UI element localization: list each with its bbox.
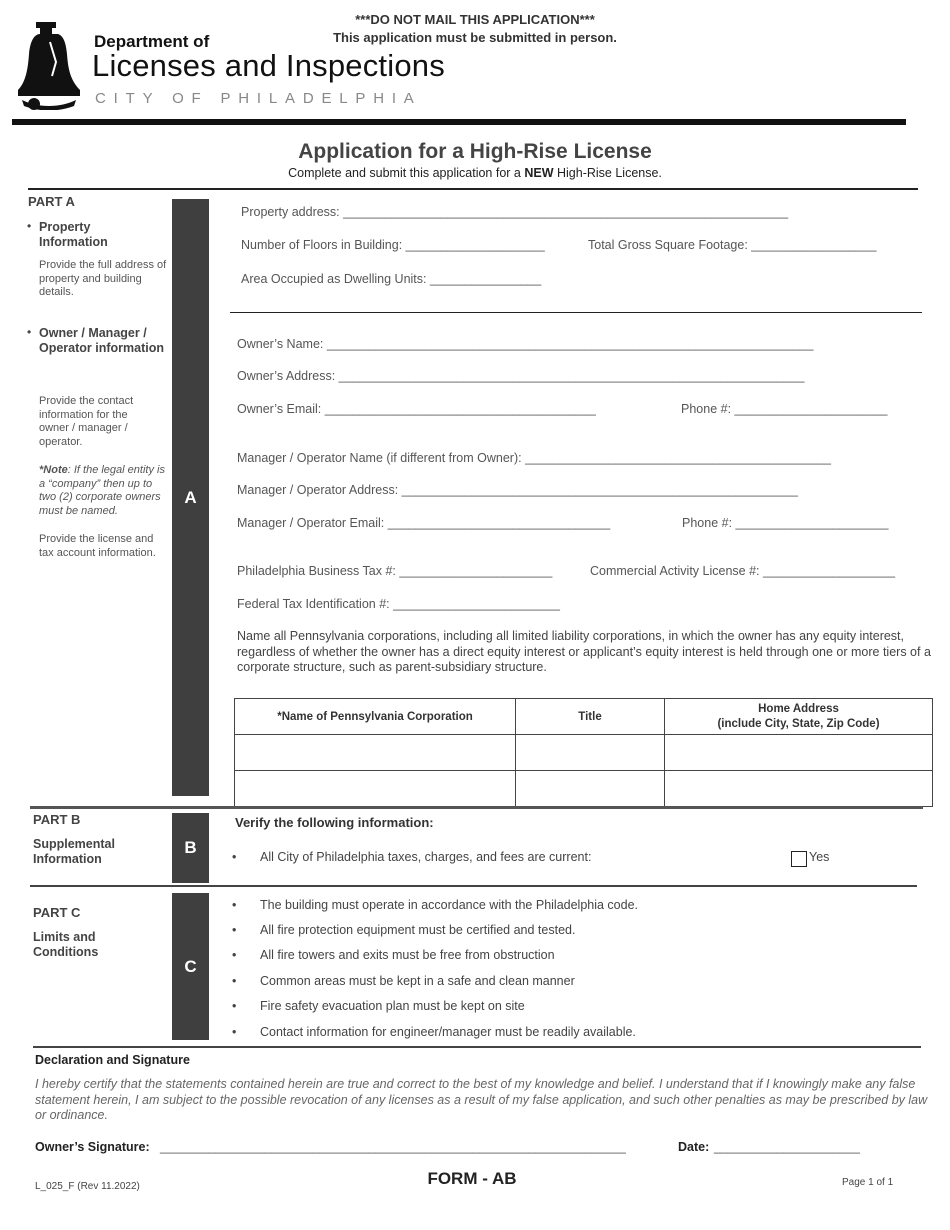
yes-checkbox[interactable] (791, 851, 807, 867)
corp-name-header: *Name of Pennsylvania Corporation (235, 699, 516, 735)
property-address-field[interactable]: Property address: ________________________________________________________________ (241, 205, 789, 219)
signature-label: Owner’s Signature: (35, 1140, 150, 1154)
part-b-item (232, 850, 591, 864)
cal-license-field[interactable]: Commercial Activity License #: ___________________ (590, 564, 896, 578)
subtitle-pre: Complete and submit this application for a (288, 166, 525, 180)
floors-field[interactable]: Number of Floors in Building: ____________________ (241, 238, 545, 252)
dept-big: Licenses and Inspections (92, 48, 445, 83)
list-item (232, 923, 575, 937)
title-rule (28, 188, 918, 190)
list-item (232, 898, 638, 912)
bullet-icon: • (232, 923, 237, 937)
part-c-side-title: Limits and Conditions (33, 930, 99, 959)
table-cell[interactable] (665, 735, 933, 771)
part-b-side-title: Supplemental Information (33, 837, 115, 866)
title-header: Title (516, 699, 665, 735)
date-label: Date: (678, 1140, 710, 1154)
header-rule (12, 119, 906, 125)
corp-paragraph: Name all Pennsylvania corporations, including all limited liability corporations, in which the owner has any equity interest, regardless of whether the owner has a direct equity interest or applicant’s equity interest is held through one or more tiers of a corporate structure, such as parent-subsidiary structure. (237, 629, 931, 674)
side-note (39, 464, 167, 518)
part-a-bar: A (172, 199, 209, 796)
page-subtitle (0, 166, 950, 180)
dept-small: Department of (94, 32, 210, 51)
manager-email-field[interactable]: Manager / Operator Email: ________________________________ (237, 516, 611, 530)
form-name: FORM - AB (427, 1169, 517, 1188)
side-owner-desc: Provide the contact information for the owner / manager / operator. (39, 395, 134, 448)
list-item-text: All fire protection equipment must be certified and tested. (260, 923, 576, 937)
federal-tax-field[interactable]: Federal Tax Identification #: ________________________ (237, 597, 560, 611)
owner-name-field[interactable]: Owner’s Name: ______________________________________________________________________ (237, 337, 814, 351)
owner-phone-field[interactable]: Phone #: ______________________ (681, 402, 888, 416)
part-b-bar: B (172, 813, 209, 883)
declaration-rule (33, 1046, 921, 1048)
list-item (232, 1025, 636, 1039)
list-item-text: Fire safety evacuation plan must be kept on site (260, 999, 525, 1013)
table-row (235, 735, 933, 771)
bullet-icon: • (232, 1025, 237, 1039)
notice-line-1: ***DO NOT MAIL THIS APPLICATION*** (355, 12, 595, 27)
side-property-title: Property Information (39, 220, 108, 249)
page-number: Page 1 of 1 (842, 1177, 894, 1188)
verify-heading: Verify the following information: (235, 815, 434, 830)
dwelling-field[interactable]: Area Occupied as Dwelling Units: ________________ (241, 272, 542, 286)
table-cell[interactable] (665, 771, 933, 807)
declaration-heading: Declaration and Signature (35, 1053, 190, 1067)
notice-line-2: This application must be submitted in person. (333, 30, 617, 45)
corporation-table (234, 698, 933, 807)
signature-field[interactable]: ___________________________________________________________________ (160, 1140, 626, 1154)
bullet-icon: • (232, 948, 237, 962)
subtitle-post: High-Rise License. (553, 166, 662, 180)
business-tax-field[interactable]: Philadelphia Business Tax #: ______________________ (237, 564, 553, 578)
part-c-rule (30, 885, 917, 887)
owner-email-field[interactable]: Owner’s Email: _______________________________________ (237, 402, 596, 416)
list-item-text: Contact information for engineer/manager must be readily available. (260, 1025, 636, 1039)
manager-phone-field[interactable]: Phone #: ______________________ (682, 516, 889, 530)
note-text: : If the legal entity is a “company” then up to two (2) corporate owners must be named. (39, 464, 165, 517)
part-c-bar: C (172, 893, 209, 1040)
gross-sqft-field[interactable]: Total Gross Square Footage: __________________ (588, 238, 877, 252)
side-owner-title: Owner / Manager / Operator information (39, 326, 165, 355)
owner-address-field[interactable]: Owner’s Address: ___________________________________________________________________ (237, 369, 805, 383)
home-address-header-main: Home Address (758, 702, 839, 715)
list-item-text: Common areas must be kept in a safe and clean manner (260, 974, 575, 988)
table-cell[interactable] (516, 735, 665, 771)
bullet-icon: • (232, 898, 237, 912)
form-code: L_025_F (Rev 11.2022) (35, 1181, 140, 1192)
home-address-header-sub: (include City, State, Zip Code) (717, 717, 880, 730)
bullet-icon: • (232, 999, 237, 1013)
list-item (232, 974, 575, 988)
part-c-heading: PART C (33, 905, 81, 920)
subtitle-bold: NEW (524, 166, 554, 180)
table-cell[interactable] (516, 771, 665, 807)
declaration-text: I hereby certify that the statements contained herein are true and correct to the best of my knowledge and belief. I understand that if I knowingly make any false statement herein, I am subject to the possible revocation of any licenses as a result of my false application, and such other penalties as may be prescribed by law or ordinance. (35, 1077, 928, 1122)
manager-name-field[interactable]: Manager / Operator Name (if different from Owner): ____________________________________________ (237, 451, 831, 465)
list-item (232, 999, 525, 1013)
page-title: Application for a High-Rise License (298, 140, 652, 163)
home-address-header (665, 699, 933, 735)
side-property-desc: Provide the full address of property and building details. (39, 259, 167, 298)
dept-city: CITY OF PHILADELPHIA (95, 90, 422, 107)
part-a-heading: PART A (28, 194, 75, 209)
bullet-icon: • (232, 850, 237, 864)
section-rule (230, 312, 922, 313)
part-b-item-text: All City of Philadelphia taxes, charges, and fees are current: (260, 850, 592, 864)
part-b-rule (30, 806, 923, 809)
date-field[interactable]: _____________________ (714, 1140, 860, 1154)
bullet-icon: • (232, 974, 237, 988)
note-label: *Note (39, 464, 68, 476)
bullet-icon: • (27, 219, 32, 233)
bullet-icon: • (27, 325, 32, 339)
table-cell[interactable] (235, 735, 516, 771)
side-license-desc: Provide the license and tax account information. (39, 533, 156, 559)
manager-address-field[interactable]: Manager / Operator Address: _________________________________________________________ (237, 483, 798, 497)
table-cell[interactable] (235, 771, 516, 807)
part-b-heading: PART B (33, 812, 81, 827)
table-header-row (235, 699, 933, 735)
table-row (235, 771, 933, 807)
list-item-text: All fire towers and exits must be free from obstruction (260, 948, 555, 962)
list-item (232, 948, 555, 962)
list-item-text: The building must operate in accordance with the Philadelphia code. (260, 898, 639, 912)
yes-label: Yes (809, 850, 830, 864)
